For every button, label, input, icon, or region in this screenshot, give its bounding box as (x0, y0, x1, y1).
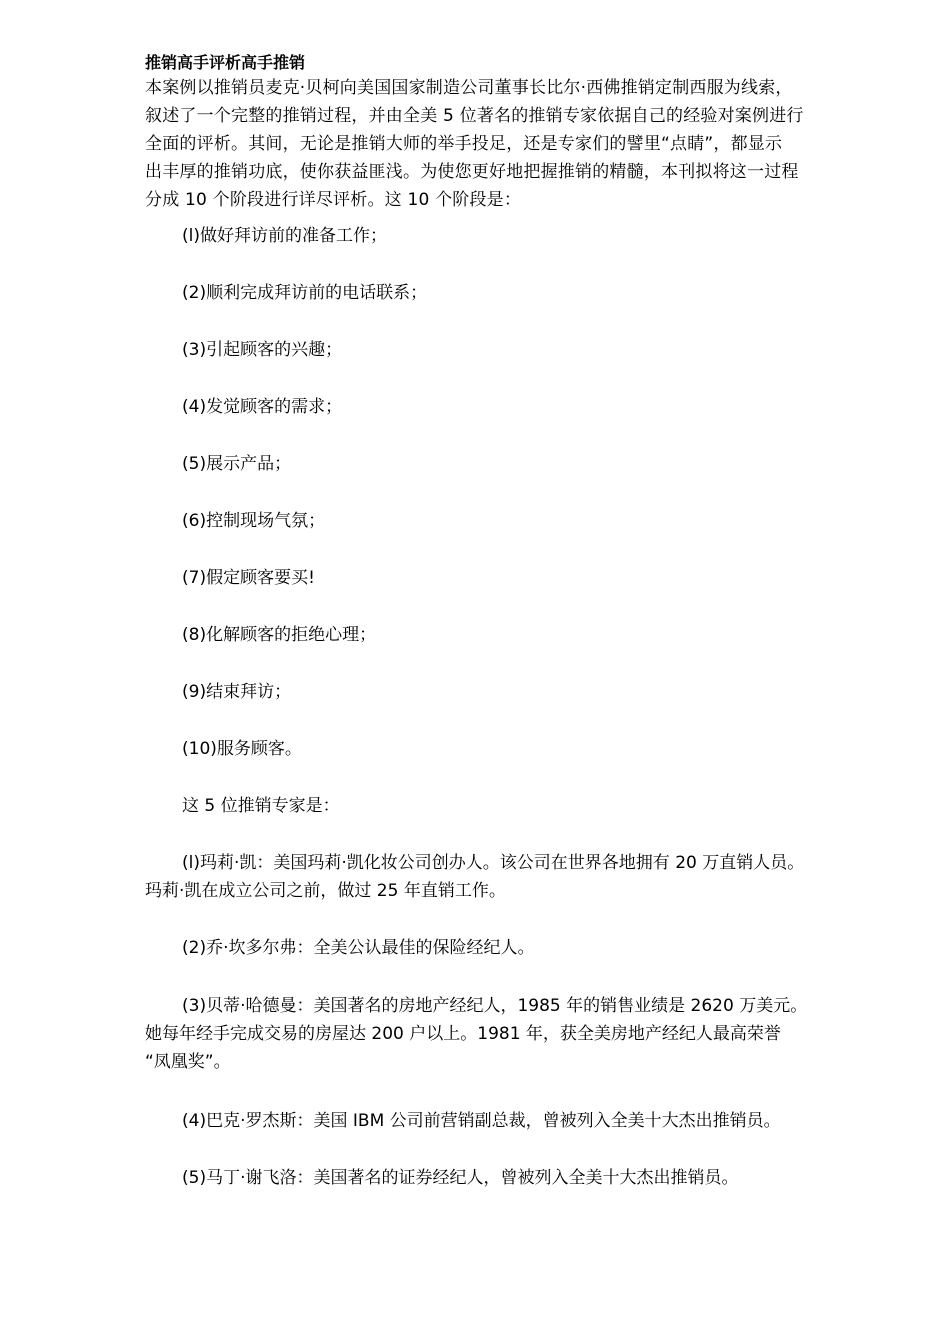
stage-item: (3)引起顾客的兴趣； (182, 340, 343, 360)
intro-line: 叙述了一个完整的推销过程，并由全美 5 位著名的推销专家依据自己的经验对案例进行 (145, 106, 804, 126)
expert-line: 玛莉·凯在成立公司之前，做过 25 年直销工作。 (145, 881, 506, 901)
expert-line: (4)巴克·罗杰斯：美国 IBM 公司前营销副总裁，曾被列入全美十大杰出推销员。 (182, 1111, 781, 1131)
expert-line: (2)乔·坎多尔弗：全美公认最佳的保险经纪人。 (182, 938, 535, 958)
stage-item: (10)服务顾客。 (182, 739, 302, 759)
stage-item: (8)化解顾客的拒绝心理； (182, 625, 377, 645)
expert-line: (5)马丁·谢飞洛：美国著名的证券经纪人，曾被列入全美十大杰出推销员。 (182, 1168, 739, 1188)
stage-item: (2)顺利完成拜访前的电话联系； (182, 283, 428, 303)
expert-paragraph (145, 849, 880, 905)
expert-line: (3)贝蒂·哈德曼：美国著名的房地产经纪人，1985 年的销售业绩是 2620 万美元。 (182, 996, 808, 1016)
expert-line: “凤凰奖”。 (145, 1052, 231, 1072)
stage-item: (5)展示产品； (182, 454, 292, 474)
experts-intro: 这 5 位推销专家是： (182, 796, 340, 816)
document-title: 推销高手评析高手推销 (145, 53, 306, 72)
document-page (145, 52, 880, 1188)
expert-paragraph (145, 1164, 880, 1192)
expert-line: (l)玛莉·凯：美国玛莉·凯化妆公司创办人。该公司在世界各地拥有 20 万直销人员。 (182, 853, 805, 873)
intro-line: 本案例以推销员麦克·贝柯向美国国家制造公司董事长比尔·西佛推销定制西服为线索， (145, 78, 793, 98)
expert-paragraph (145, 934, 880, 962)
stage-item: (6)控制现场气氛； (182, 511, 326, 531)
stage-item: (9)结束拜访； (182, 682, 292, 702)
intro-line: 分成 10 个阶段进行详尽评析。这 10 个阶段是： (145, 190, 522, 210)
expert-paragraph (145, 1107, 880, 1135)
expert-line: 她每年经手完成交易的房屋达 200 户以上。1981 年，获全美房地产经纪人最高荣誉 (145, 1024, 781, 1044)
intro-paragraph (145, 74, 880, 214)
intro-line: 全面的评析。其间，无论是推销大师的举手投足，还是专家们的譬里“点睛”，都显示 (145, 134, 783, 154)
stage-item: (l)做好拜访前的准备工作； (182, 226, 387, 246)
expert-paragraph (145, 992, 880, 1076)
stage-item: (4)发觉顾客的需求； (182, 397, 343, 417)
intro-line: 出丰厚的推销功底，使你获益匪浅。为使您更好地把握推销的精髓，本刊拟将这一过程 (145, 162, 799, 182)
stage-item: (7)假定顾客要买! (182, 568, 315, 588)
